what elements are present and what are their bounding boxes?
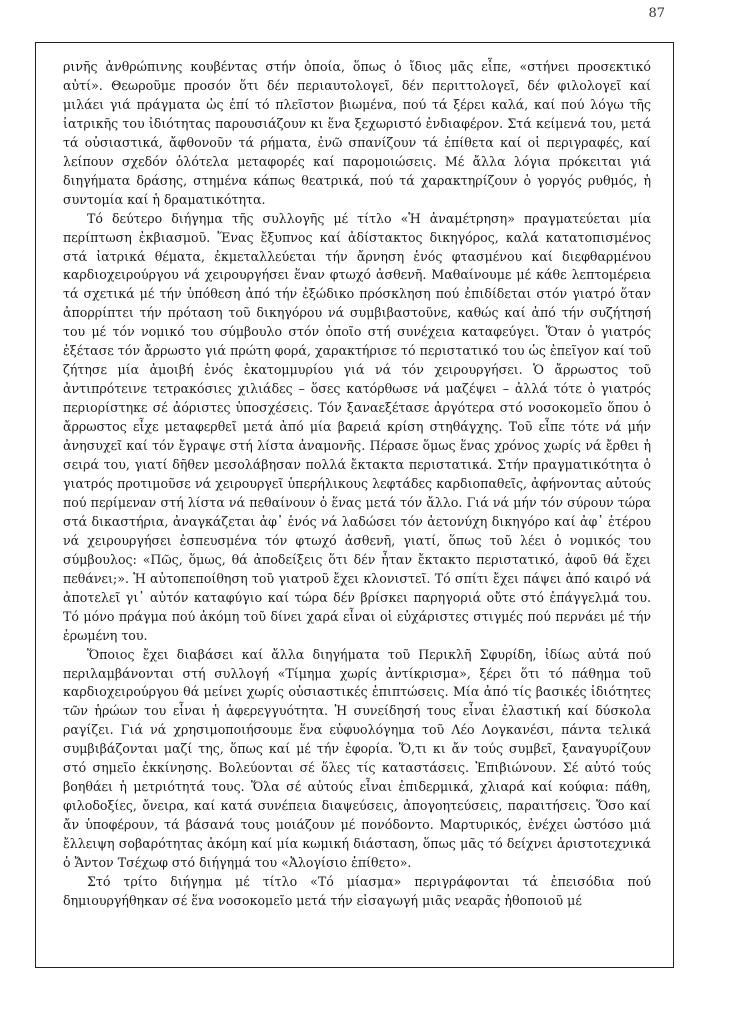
paragraph: ρινῆς ἀνθρώπινης κουβέντας στήν ὁποία, ὅπως ὁ ἴδιος μᾶς εἶπε, «στήνει προσεκτικό αὐτί». Θεωροῦμε προσόν ὅτι δέν περιαυτολογεῖ, δέν περιττολογεῖ, δέν φιλολογεῖ καί μιλάει γιά πράγματα ὡς ἐπί τό πλεῖστον βιωμένα, πού τά ξέρει καλά, καί πού λόγω τῆς ἰατρικῆς του ἰδιότητας παρουσιάζουν κι ἕνα ξεχωριστό ἐνδιαφέρον. Στά κείμενά του, μετά τά οὐσιαστικά, ἄφθονοῦν τά ρήματα, ἐνῶ σπανίζουν τά ἐπίθετα καί οἱ περιγραφές, καί λείπουν σχεδόν ὁλότελα μεταφορές καί παρομοιώσεις. Μέ ἄλλα λόγια πρόκειται γιά διηγήματα δράσης, στημένα κάπως θεατρικά, πού τά χαρακτηρίζουν ὁ γοργός ρυθμός, ἡ συντομία καί ἡ δραματικότητα. (63, 59, 651, 207)
body-text (63, 58, 651, 911)
paragraph: Τό δεύτερο διήγημα τῆς συλλογῆς μέ τίτλο «Ἡ ἀναμέτρηση» πραγματεύεται μία περίπτωση ἐκβιασμοῦ. Ἕνας ἔξυπνος καί ἀδίστακτος δικηγόρος, καλά κατατοπισμένος στά ἰατρικά θέματα, ἐκμεταλλεύεται τήν ἄρνηση ἑνός φτασμένου καί διεφθαρμένου καρδιοχειρούργου νά χειρουργήσει ἕναν φτωχό ἀσθενῆ. Μαθαίνουμε μέ κάθε λεπτομέρεια τά σχετικά μέ τήν ὑπόθεση ἀπό τήν ἐξώδικο πρόσκληση πού ἐπιδίδεται στόν γιατρό ὅταν ἀπορρίπτει τήν πρόταση τοῦ δικηγόρου νά συμβιβαστοῦνε, καθώς καί ἀπό τήν συζήτησή του μέ τόν νομικό του σύμβουλο στόν ὁποῖο στή συνέχεια καταφεύγει. Ὅταν ὁ γιατρός ἐξέτασε τόν ἄρρωστο γιά πρώτη φορά, χαρακτήρισε τό περιστατικό του ὡς ἐπεῖγον καί τοῦ ζήτησε μία ἀμοιβή ἑνός ἑκατομμυρίου γιά νά τόν χειρουργήσει. Ὁ ἄρρωστος τοῦ ἀντιπρότεινε τετρακόσιες χιλιάδες – ὅσες κατόρθωσε νά μαζέψει – ἀλλά τότε ὁ γιατρός περιορίστηκε σέ ἀόριστες ὑποσχέσεις. Τόν ξαναεξέτασε ἀργότερα στό νοσοκομεῖο ὅπου ὁ ἄρρωστος εἶχε μεταφερθεῖ μετά ἀπό μία βαρειά κρίση στηθάγχης. Τοῦ εἶπε τότε νά μήν ἀνησυχεῖ καί τόν ἔγραψε στή λίστα ἀναμονῆς. Πέρασε ὅμως ἕνας χρόνος χωρίς νά ἔρθει ἡ σειρά του, γιατί δῆθεν μεσολάβησαν πολλά ἔκτακτα περιστατικά. Στήν πραγματικότητα ὁ γιατρός προτιμοῦσε νά χειρουργεῖ ὑπερήλικους λεφτάδες καρδιοπαθεῖς, ἀφήνοντας αὐτούς πού περίμεναν στή λίστα νά πεθαίνουν ὁ ἕνας μετά τόν ἄλλο. Γιά νά μήν τόν σύρουν τώρα στά δικαστήρια, ἀναγκάζεται ἀφ᾽ ἑνός νά λαδώσει τόν ἀετονύχη δικηγόρο καί ἀφ᾽ ἑτέρου νά χειρουργήσει ἐσπευσμένα τόν φτωχό ἀσθενῆ, γιατί, ὅπως τοῦ λέει ὁ νομικός του σύμβουλος: «Πῶς, ὅμως, θά ἀποδείξεις ὅτι δέν ἦταν ἔκτακτο περιστατικό, ἀφοῦ θά ἔχει πεθάνει;». Ἡ αὐτοπεποίθηση τοῦ γιατροῦ ἔχει κλονιστεῖ. Τό σπίτι ἔχει πάψει ἀπό καιρό νά ἀποτελεῖ γι᾽ αὐτόν καταφύγιο καί τώρα δέν βρίσκει παρηγοριά οὔτε στό ἐπάγγελμά του. Τό μόνο πράγμα πού ἀκόμη τοῦ δίνει χαρά εἶναι οἱ εὐχάριστες στιγμές πού περνάει μέ τήν ἐρωμένη του. (63, 210, 651, 643)
paragraph: Ὅποιος ἔχει διαβάσει καί ἄλλα διηγήματα τοῦ Περικλῆ Σφυρίδη, ἰδίως αὐτά πού περιλαμβάνονται στή συλλογή «Τίμημα χωρίς ἀντίκρισμα», ξέρει ὅτι τό πάθημα τοῦ καρδιοχειρούργου θά μείνει χωρίς οὐσιαστικές ἐπιπτώσεις. Μία ἀπό τίς βασικές ἰδιότητες τῶν ἡρώων του εἶναι ἡ ἀφερεγγυότητα. Ἡ συνείδησή τους εἶναι ἐλαστική καί δύσκολα ραγίζει. Γιά νά χρησιμοποιήσουμε ἕνα εὐφυολόγημα τοῦ Λέο Λογκανέσι, πάντα τελικά συμβιβάζονται μαζί της, ὅπως καί μέ τήν ἐφορία. Ὅ,τι κι ἄν τούς συμβεῖ, ξαναγυρίζουν στό σημεῖο ἐκκίνησης. Βολεύονται σέ ὅλες τίς καταστάσεις. Ἐπιβιώνουν. Σέ αὐτό τούς βοηθάει ἡ μετριότητά τους. Ὅλα σέ αὐτούς εἶναι ἐπιδερμικά, χλιαρά καί κούφια: πάθη, φιλοδοξίες, ὄνειρα, καί κατά συνέπεια διαψεύσεις, ἀπογοητεύσεις, παραιτήσεις. Ὅσο καί ἄν ὑποφέρουν, τά βάσανά τους μοιάζουν μέ πονόδοντο. Μαρτυρικός, ἐνέχει ὡστόσο μιά ἔλλειψη σοβαρότητας ἀκόμη καί μία κωμική διάσταση, ὅπως μᾶς τό δείχνει ἀριστοτεχνικά ὁ Ἄντον Τσέχωφ στό διήγημά του «Ἀλογίσιο ἐπίθετο». (63, 646, 651, 871)
page-number: 87 (648, 6, 665, 21)
paragraph: Στό τρίτο διήγημα μέ τίτλο «Τό μίασμα» περιγράφονται τά ἐπεισόδια πού δημιουργήθηκαν σέ ἕνα νοσοκομεῖο μετά τήν εἰσαγωγή μιᾶς νεαρᾶς ἠθοποιοῦ μέ (63, 873, 651, 908)
